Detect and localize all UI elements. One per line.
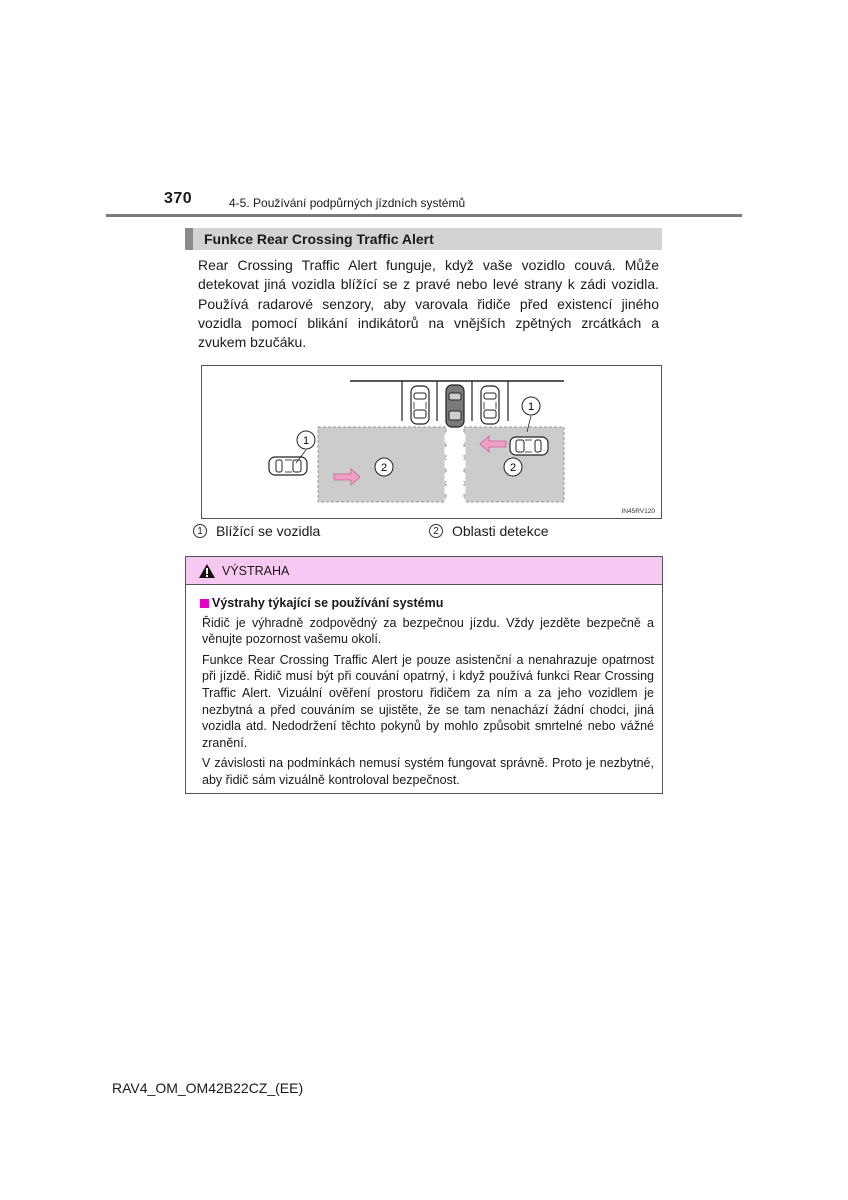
warning-paragraph: Řidič je výhradně zodpovědný za bezpečnou jízdu. Vždy jezděte bezpečně a věnujte pozornost vašemu okolí. xyxy=(202,615,654,647)
warning-subheading-text: Výstrahy týkající se používání systému xyxy=(212,596,444,610)
approaching-vehicle-left xyxy=(269,457,307,475)
approaching-vehicle-right xyxy=(510,437,548,455)
callout-2-right xyxy=(504,458,522,476)
page-number: 370 xyxy=(164,190,193,207)
legend-number-1: 1 xyxy=(193,524,207,538)
legend-label-1: Blížící se vozidla xyxy=(216,523,321,539)
figure-code: IN45RV120 xyxy=(621,508,655,515)
rcta-diagram xyxy=(201,365,662,519)
callout-1-right-label: 1 xyxy=(527,401,535,413)
warning-label: VÝSTRAHA xyxy=(222,563,290,578)
chapter-title: 4-5. Používání podpůrných jízdních systémů xyxy=(229,196,466,210)
parked-car xyxy=(411,386,429,424)
callout-2-left-label: 2 xyxy=(380,462,388,474)
callout-2-left xyxy=(375,458,393,476)
section-heading-bar xyxy=(185,228,662,250)
intro-paragraph: Rear Crossing Traffic Alert funguje, když vaše vozidlo couvá. Může detekovat jiná vozidla blížící se z pravé nebo levé strany k zádi vozidla. Používá radarové senzory, aby varovala řidiče před existencí jiného vozidla pomocí blikání indikátorů na vnějších zpětných zrcátkách a zvukem bzučáku. xyxy=(198,257,659,351)
warning-subheading xyxy=(200,595,654,612)
warning-box xyxy=(185,556,663,794)
warning-triangle-icon xyxy=(198,563,216,579)
callout-1-left-label: 1 xyxy=(302,435,310,447)
header-rule xyxy=(106,214,742,217)
rcta-diagram-svg xyxy=(202,366,663,520)
legend-item-2 xyxy=(429,522,549,540)
parked-car xyxy=(481,386,499,424)
section-title: Funkce Rear Crossing Traffic Alert xyxy=(204,231,434,247)
legend-item-1 xyxy=(193,522,320,540)
warning-paragraph: V závislosti na podmínkách nemusí systém fungovat správně. Proto je nezbytné, aby řidič sám vizuálně kontroloval bezpečnost. xyxy=(202,756,654,787)
warning-paragraph: Funkce Rear Crossing Traffic Alert je pouze asistenční a nenahrazuje opatrnost při jízdě. Řidič musí být při couvání opatrný, i když používá funkci Rear Crossing Traffic Alert. Vizuální ověření prostoru řidičem za ním a za jeho vozidlem je nezbytná a před couváním se ujistěte, že se tam nenachází žádní chodci, jiná vozidla atd. Nedodržení těchto pokynů by mohlo způsobit smrtelné nebo vážné zranění. xyxy=(202,652,654,750)
square-bullet-icon xyxy=(200,599,209,608)
reversing-car xyxy=(446,385,464,427)
warning-body xyxy=(186,585,662,789)
legend-label-2: Oblasti detekce xyxy=(452,523,549,539)
document-code: RAV4_OM_OM42B22CZ_(EE) xyxy=(112,1080,304,1096)
legend-number-2: 2 xyxy=(429,524,443,538)
warning-header xyxy=(186,557,662,585)
callout-2-right-label: 2 xyxy=(509,462,517,474)
